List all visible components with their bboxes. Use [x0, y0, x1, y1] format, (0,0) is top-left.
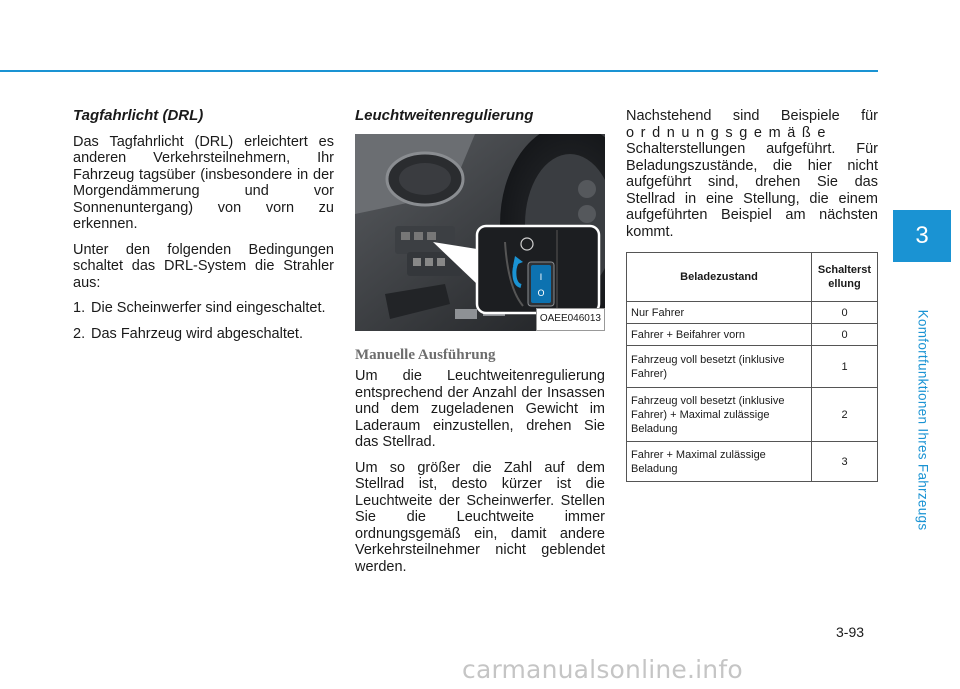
- load-state: Fahrer + Beifahrer vorn: [627, 324, 812, 346]
- condition-text: Die Scheinwerfer sind eingeschaltet.: [91, 300, 326, 316]
- leveling-switch-photo: [355, 134, 605, 331]
- column-drl: [73, 108, 334, 351]
- column-examples: [626, 108, 878, 482]
- chapter-number-tab: 3: [893, 210, 951, 262]
- dashboard-illustration: [355, 134, 605, 331]
- examples-intro: [626, 108, 878, 240]
- manual-subheading: Manuelle Ausführung: [355, 346, 496, 363]
- table-header-row: [627, 253, 878, 302]
- table-row: [627, 302, 878, 324]
- drl-paragraph-2: Unter den folgenden Bedingungen schaltet das DRL-System die Strahler aus:: [73, 241, 334, 291]
- table-row: [627, 442, 878, 482]
- chapter-title: Komfortfunktionen Ihres Fahrzeugs: [915, 309, 931, 531]
- switch-position: 0: [812, 324, 878, 346]
- condition-text: Das Fahrzeug wird abgeschaltet.: [91, 325, 303, 342]
- intro-rest: Schalterstellungen aufgeführt. Für Beladungszustände, die hier nicht aufgeführt sind, drehen Sie das Stellrad in eine Stellung, die einem aufgeführten Beispiel am nächsten kommt.: [626, 141, 878, 240]
- intro-line: Nachstehend sind Beispiele für: [626, 108, 878, 124]
- leveling-paragraph-1: Um die Leuchtweitenregulierung entsprechend der Anzahl der Insassen und dem zugeladenen Gewicht im Laderaum einzustellen, drehen Sie das Stellrad.: [355, 368, 605, 450]
- table-row: [627, 346, 878, 388]
- load-state: Nur Fahrer: [627, 302, 812, 324]
- condition-number: 2.: [73, 325, 86, 342]
- header-rule: [0, 70, 878, 72]
- drl-heading: Tagfahrlicht (DRL): [73, 107, 204, 124]
- switch-position: 1: [812, 346, 878, 388]
- table-row: [627, 324, 878, 346]
- switch-position: 3: [812, 442, 878, 482]
- table-row: [627, 388, 878, 442]
- condition-item: [73, 326, 334, 343]
- column-leveling: [355, 108, 605, 584]
- figure-code: OAEE046013: [536, 308, 605, 331]
- condition-number: 1.: [73, 300, 86, 316]
- leveling-heading: Leuchtweitenregulierung: [355, 107, 534, 124]
- header-switch-position: Schalterst ellung: [812, 253, 878, 302]
- condition-item: [73, 300, 334, 317]
- page-number: 3-93: [836, 624, 865, 640]
- header-load-state: Beladezustand: [627, 253, 812, 302]
- drl-paragraph-1: Das Tagfahrlicht (DRL) erleichtert es anderen Verkehrsteilnehmern, Ihr Fahrzeug tagsüber (insbesondere in der Morgendämmerung und vor Sonnenuntergang) von vorn zu erkennen.: [73, 133, 334, 232]
- load-state: Fahrzeug voll besetzt (inklusive Fahrer) + Maximal zulässige Beladung: [627, 388, 812, 442]
- condition-list: [73, 300, 334, 342]
- load-state: Fahrzeug voll besetzt (inklusive Fahrer): [627, 346, 812, 388]
- leveling-paragraph-2: Um so größer die Zahl auf dem Stellrad ist, desto kürzer ist die Leuchtweite der Scheinwerfer. Stellen Sie die Leuchtweite immer ordnungsgemäß ein, damit andere Verkehrsteilnehmer nicht geblendet werden.: [355, 459, 605, 575]
- switch-position: 0: [812, 302, 878, 324]
- svg-text:I: I: [539, 272, 543, 283]
- switch-position: 2: [812, 388, 878, 442]
- watermark-text: carmanualsonline.info: [462, 655, 743, 684]
- intro-spaced-word: ordnungsgemäße: [626, 124, 833, 141]
- svg-text:O: O: [537, 288, 545, 299]
- load-state: Fahrer + Maximal zulässige Beladung: [627, 442, 812, 482]
- load-table: [626, 252, 878, 482]
